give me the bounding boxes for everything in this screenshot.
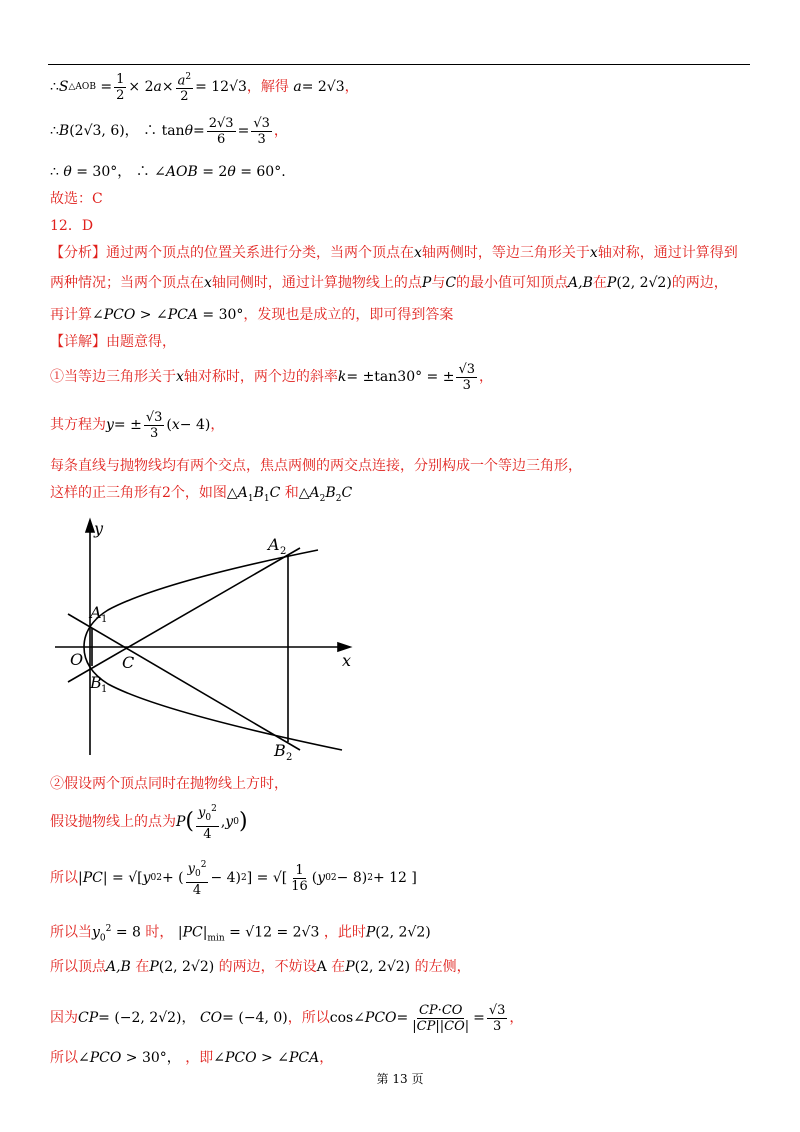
so3c-text: 的两边，不妨设 xyxy=(218,959,317,975)
label-b2: B xyxy=(274,741,286,760)
analysis-tag: 【分析】 xyxy=(50,245,106,261)
so3b-text: 在 xyxy=(135,959,150,975)
equation-text: 其方程为 xyxy=(50,417,106,433)
label-x: x xyxy=(342,651,352,670)
analysis-text-2c: 与 xyxy=(431,275,446,291)
equation-line: 其方程为 y = ± $\frac{√3}{3}$ ( x − 4) ， xyxy=(50,409,225,441)
last-b-text: ，即 xyxy=(185,1050,214,1066)
so3-text: 所以顶点 xyxy=(50,959,106,975)
para1: 每条直线与抛物线均有两个交点，焦点两侧的两交点连接，分别构成一个等边三角形， xyxy=(50,458,582,474)
label-y: y xyxy=(94,519,104,538)
analysis-text-3b: ，发现也是成立的，即可得到答案 xyxy=(243,307,454,323)
so2b-text: 时， xyxy=(145,924,174,941)
final-line: 所以∠PCO > 30°， ，即∠PCO > ∠PCA， xyxy=(50,1050,334,1066)
detail-line xyxy=(50,333,176,351)
answer-choice: 故选：C xyxy=(50,191,103,207)
label-a1: A xyxy=(90,603,102,622)
analysis-line-1: 【分析】通过两个顶点的位置关系进行分类，当两个顶点在x轴两侧时，等边三角形关于x轴对称，通过计算得到 xyxy=(50,245,738,261)
analysis-text-2e: 在 xyxy=(592,275,607,291)
label-b2-sub: 2 xyxy=(286,752,293,760)
label-a1-sub: 1 xyxy=(101,614,108,625)
because-b-text: ，所以 xyxy=(287,1010,330,1026)
label-b1-sub: 1 xyxy=(101,684,108,695)
label-c: C xyxy=(122,653,135,672)
distance-line: 所以 | PC | = √[ y 0 2 + ( $\frac{y_0^2}{4}$ − 4) 2 ] = √[ $\frac{1}{16}$ ( y 0 2 − 8) 2 + 12 ] xyxy=(50,860,417,898)
min-line: 所以当$y_0^2 = 8$ 时， $|PC|_{min} = √12 = 2√3$ ，此时P(2, 2√2) xyxy=(50,924,431,944)
page-footer: 第 13 页 xyxy=(376,1072,424,1086)
analysis-text-2d: 的最小值可知顶点 xyxy=(456,275,569,291)
comma: ， xyxy=(273,123,288,139)
line-area-equation: ∴ S △AOB = $\frac{1}{2}$ × 2 a × $\frac{a^2}{2}$ = 12√3 ，解得 a = 2√3 ， xyxy=(50,71,359,105)
solve-label: ，解得 xyxy=(246,79,289,95)
question-number: 12．D xyxy=(50,218,94,234)
analysis-text-2f: 的两边， xyxy=(671,275,728,291)
label-b1: B xyxy=(90,673,102,692)
so2-text: 所以当 xyxy=(50,924,92,941)
analysis-line-3: 再计算∠PCO > ∠PCA = 30°，发现也是成立的，即可得到答案 xyxy=(50,307,454,323)
para2-text: 这样的正三角形有2个，如图 xyxy=(50,485,227,501)
analysis-line-2: 两种情况；当两个顶点在x轴同侧时，通过计算抛物线上的点P与C的最小值可知顶点A,B在P(2, 2√2)的两边， xyxy=(50,275,728,291)
analysis-text-2: 两种情况；当两个顶点在 xyxy=(50,275,204,291)
label-a2: A xyxy=(268,535,280,554)
assume-text: 假设抛物线上的点为 xyxy=(50,814,176,830)
assume-line: 假设抛物线上的点为 P ( $\frac{y_0^2}{4}$ , y 0 ) xyxy=(50,804,248,842)
line-tan-theta: ∴ B (2√3, 6)， ∴ tan θ = $\frac{2√3}{6}$ = $\frac{√3}{3}$ ， xyxy=(50,115,288,147)
parabola-figure xyxy=(50,510,370,760)
line-a1-b2 xyxy=(68,614,300,750)
x-axis-arrow xyxy=(338,643,350,651)
analysis-text-2b: 轴同侧时，通过计算抛物线上的点 xyxy=(211,275,422,291)
para2: 这样的正三角形有2个，如图$\triangle A_1B_1C$ 和$\triangle A_2B_2C$ xyxy=(50,485,353,504)
y-axis-arrow xyxy=(86,520,94,532)
header-rule xyxy=(48,64,750,65)
label-a2-sub: 2 xyxy=(280,546,287,557)
label-o: O xyxy=(70,650,84,669)
case2-line: ②假设两个顶点同时在抛物线上方时， xyxy=(50,776,288,792)
line-angle: ∴ θ = 30°， ∴ ∠AOB = 2θ = 60°. xyxy=(50,164,286,180)
analysis-text-3: 再计算 xyxy=(50,307,92,323)
analysis-text-1: 通过两个顶点的位置关系进行分类，当两个顶点在 xyxy=(106,245,414,261)
analysis-text-1c: 轴对称，通过计算得到 xyxy=(597,245,738,261)
so2c-text: ，此时 xyxy=(323,924,366,941)
so1-text: 所以 xyxy=(50,870,78,886)
vertex-line: 所以顶点A,B 在P(2, 2√2) 的两边，不妨设A 在P(2, 2√2) 的左侧， xyxy=(50,959,471,975)
last-text: 所以 xyxy=(50,1050,78,1066)
so3e-text: 的左侧， xyxy=(414,959,471,975)
because-text: 因为 xyxy=(50,1010,78,1026)
detail-tag: 【详解】 xyxy=(50,334,106,350)
case1-text-b: 轴对称时，两个边的斜率 xyxy=(183,369,338,385)
para2-and: 和 xyxy=(284,485,299,501)
detail-text: 由题意得， xyxy=(106,334,176,350)
case1-line: ①当等边三角形关于 x 轴对称时，两个边的斜率 k = ±tan30° = ± $\frac{√3}{3}$ ， xyxy=(50,361,494,393)
analysis-text-1b: 轴两侧时，等边三角形关于 xyxy=(421,245,590,261)
cosine-line: 因为 CP = (−2, 2√2)， CO = (−4, 0) ，所以 cos∠ PCO = $\frac{CP\cdot CO}{|CP||CO|}$ = $\frac{√3}{3}$ ， xyxy=(50,1002,524,1034)
so3d-text: 在 xyxy=(331,959,346,975)
case1-text: ①当等边三角形关于 xyxy=(50,369,176,385)
